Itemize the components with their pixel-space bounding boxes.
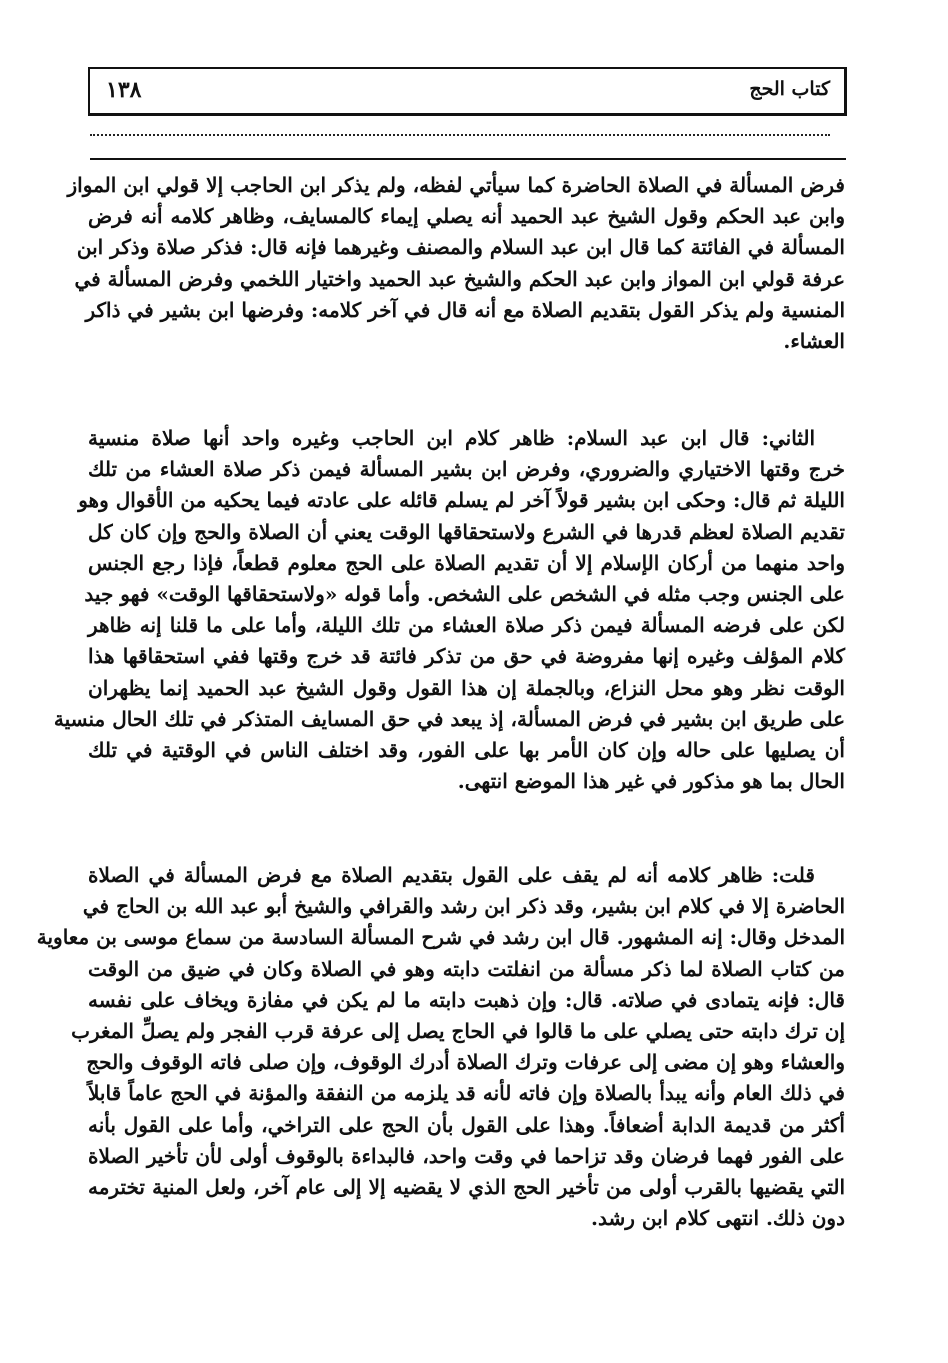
text-line: على الجنس وجب مثله في الشخص على الشخص. وأما قوله «ولاستحقاقها الوقت» فهو جيد bbox=[84, 582, 845, 606]
text-line: المنسية ولم يذكر القول بتقديم الصلاة مع أنه قال في آخر كلامه: وفرضها ابن بشير في ذاكر bbox=[85, 297, 845, 322]
text-line: قال: فإنه يتمادى في صلاته. قال: وإن ذهبت دابته ما لم يكن في مفازة ويخاف على نفسه bbox=[88, 987, 845, 1012]
text-line: لكن على فرضه المسألة فيمن ذكر صلاة العشاء من تلك الليلة، وأما على ما قلنا إنه ظاهر bbox=[88, 613, 845, 638]
text-line: الحال بما هو مذكور في غير هذا الموضع انتهى. bbox=[457, 769, 845, 794]
text-line: خرج وقتها الاختياري والضروري، وفرض ابن بشير المسألة فيمن ذكر صلاة العشاء من تلك bbox=[88, 457, 845, 482]
text-line: المدخل وقال: إنه المشهور. قال ابن رشد في شرح المسألة السادسة من سماع موسى بن معاوية bbox=[36, 925, 845, 950]
text-line: الليلة ثم قال: وحكى ابن بشير قولاً آخر لم يسلم قائله على عادته فيما يحكيه من الأقوال وهو bbox=[78, 488, 845, 513]
text-line: التي يقضيها بالقرب أولى من تأخير الحج الذي لا يقضيه إلا إلى عام آخر، ولعل المنية تخترمه bbox=[88, 1175, 845, 1199]
text-line: إن ترك دابته حتى يصلي على ما قالوا في الحاج يصل إلى عرفة قرب الفجر ولم يصلِّ المغرب bbox=[71, 1019, 845, 1043]
running-header bbox=[88, 67, 847, 116]
text-line: فرض المسألة في الصلاة الحاضرة كما سيأتي لفظه، ولم يذكر ابن الحاجب إلا قولي ابن المواز bbox=[67, 173, 845, 197]
text-line: الحاضرة إلا في كلام ابن بشير، وقد ذكر ابن رشد والقرافي والشيخ أبو عبد الله بن الحاج في bbox=[82, 894, 845, 919]
text-line: الثاني: قال ابن عبد السلام: ظاهر كلام ابن الحاجب وغيره واحد أنها صلاة منسية bbox=[88, 426, 815, 450]
text-line: والعشاء وهو إن مضى إلى عرفات وترك الصلاة أدرك الوقوف، وإن صلى فاته الوقوف والحج bbox=[86, 1050, 845, 1075]
text-line: تقديم الصلاة لعظم قدرها في الشرع ولاستحقاقها الوقت يعني أن الصلاة والحج وإن كان كل bbox=[88, 519, 845, 544]
text-line: دون ذلك. انتهى كلام ابن رشد. bbox=[591, 1206, 845, 1231]
text-line: وابن عبد الحكم وقول الشيخ عبد الحميد أنه يصلي إيماء كالمسايف، وظاهر كلامه أنه فرض bbox=[88, 204, 845, 229]
text-line: قلت: ظاهر كلامه أنه لم يقف على القول بتقديم الصلاة مع فرض المسألة في الصلاة bbox=[88, 863, 815, 887]
header-rule bbox=[90, 158, 846, 160]
text-line: أكثر من قديمة الدابة أضعافاً. وهذا على القول بأن الحج على التراخي، وأما على القول بأنه bbox=[88, 1112, 845, 1137]
text-line: الوقت نظر وهو محل النزاع، وبالجملة إن هذا القول وقول الشيخ عبد الحميد إنما يظهران bbox=[88, 675, 845, 700]
text-line: أن يصليها على حاله وإن كان الأمر بها على الفور، وقد اختلف الناس في الوقتية في تلك bbox=[88, 738, 845, 762]
text-line: العشاء. bbox=[783, 329, 845, 353]
text-line: على طريق ابن بشير في فرض المسألة، إذ يبعد في حق المسايف المتذكر في تلك الحال منسية bbox=[53, 706, 845, 731]
text-line: في ذلك العام وأنه يبدأ بالصلاة وإن فاته لأنه قد يلزمه من النفقة والمؤنة في الحج عاماً قابلاً bbox=[88, 1081, 845, 1106]
text-line: كلام المؤلف وغيره إنها مفروضة في حق من تذكر فائتة قد خرج وقتها ففي استحقاقها هذا bbox=[88, 644, 845, 669]
text-line: على الفور فهما فرضان وقد تزاحما في وقت واحد، فالبداءة بالوقوف أولى لأن تأخير الصلاة bbox=[88, 1143, 845, 1168]
text-line: عرفة قولي ابن المواز وابن عبد الحكم والشيخ عبد الحميد واختيار اللخمي وفرض المسألة في bbox=[74, 266, 845, 291]
dotted-divider bbox=[90, 130, 830, 136]
text-line: المسألة في الفائتة كما قال ابن عبد السلام والمصنف وغيرهما فإنه قال: فذكر صلاة وذكر ابن bbox=[76, 235, 845, 260]
text-line: واحد منهما من أركان الإسلام إلا أن تقديم الصلاة على الحج معلوم قطعاً، فإذا رجع الجنس bbox=[88, 550, 845, 575]
running-title: كتاب الحج bbox=[749, 78, 830, 100]
page-number: ١٣٨ bbox=[106, 77, 142, 103]
text-line: من كتاب الصلاة لما ذكر مسألة من انفلتت دابته وهو في الصلاة وكان في ضيق من الوقت bbox=[88, 956, 845, 981]
